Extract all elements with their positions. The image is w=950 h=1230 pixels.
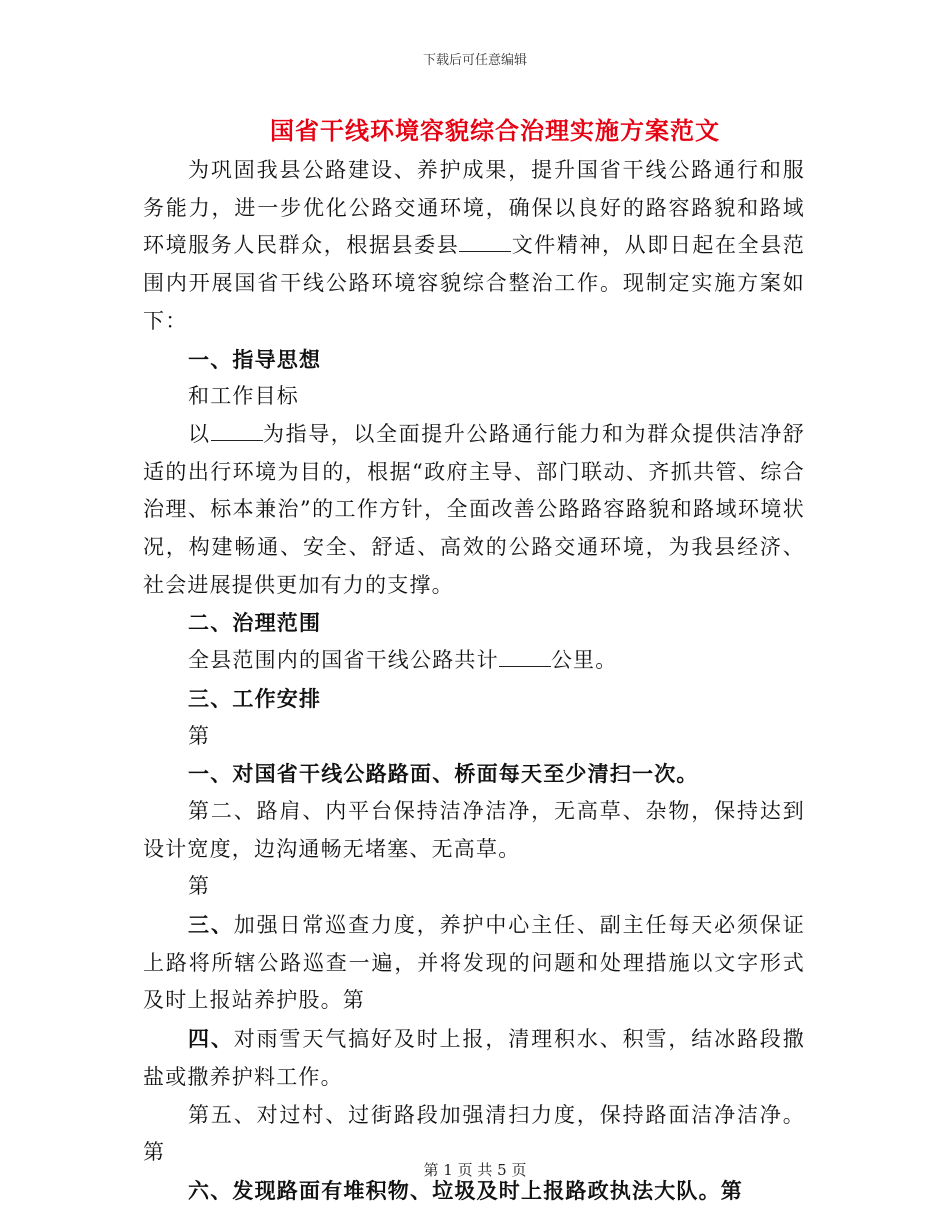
page-footer-page-info: 第 1 页 共 5 页 [423, 1161, 527, 1179]
scope-text-b: 公里。 [550, 648, 618, 673]
item3-prefix: 第 [188, 874, 211, 899]
item1-text: 一、对国省干线公路路面、桥面每天至少清扫一次。 [188, 761, 699, 787]
item4-paragraph [143, 1020, 805, 1096]
item6-text: 六、发现路面有堆积物、垃圾及时上报路政执法大队。第 [188, 1177, 743, 1203]
document-title: 国省干线环境容貌综合治理实施方案范文 [270, 116, 720, 145]
guiding-text-b: 为指导，以全面提升公路通行能力和为群众提供洁净舒适的出行环境为目的，根据“政府主导、部门联动、齐抓共管、综合治理、标本兼治”的工作方针，全面改善公路路容路貌和路域环境状况，构建畅通、安全、舒适、高效的公路交通环境，为我县经济、社会进展提供更加有力的支撑。 [143, 421, 805, 597]
intro-paragraph [143, 152, 805, 341]
scope-paragraph [143, 642, 805, 680]
item5-text: 第五、对过村、过街路段加强清扫力度，保持路面洁净洁净。第 [143, 1102, 805, 1165]
scope-text-a: 全县范围内的国省干线公路共计 [188, 648, 499, 673]
item3-text: 加强日常巡查力度，养护中心主任、副主任每天必须保证上路将所辖公路巡查一遍，并将发现的问题和处理措施以文字形式及时上报站养护股。第 [143, 913, 806, 1013]
item2-text: 第二、路肩、内平台保持洁净洁净，无高草、杂物，保持达到设计宽度，边沟通畅无堵塞、无高草。 [143, 798, 805, 861]
section-heading-work-arrangement: 三、工作安排 [188, 685, 322, 711]
item4-lead: 四、 [188, 1026, 234, 1052]
guiding-paragraph [143, 416, 805, 605]
document-body [143, 152, 805, 1210]
section-subheading-work-goals: 和工作目标 [188, 384, 299, 409]
intro-text-a: 为巩固我县公路建设、养护成果，提升国省干线公路通行和服务能力，进一步优化公路交通环境，确保以良好的路容路貌和路域环境服务人民群众，根据县委县 [143, 158, 805, 258]
section-heading-guiding-ideology: 一、指导思想 [188, 346, 322, 372]
page-header-note: 下载后可任意编辑 [422, 53, 527, 68]
guiding-text-a: 以 [188, 421, 211, 446]
item1-prefix: 第 [188, 723, 211, 748]
blank-line [459, 233, 511, 252]
intro-text-b: 文件精神，从即日起在全县范围内开展国省干线公路环境容貌综合整治工作。现制定实施方案如下： [143, 233, 805, 333]
item4-text: 对雨雪天气搞好及时上报，清理积水、积雪，结冰路段撒盐或撒养护料工作。 [143, 1027, 806, 1089]
item3-lead: 三、 [188, 912, 234, 938]
item3-paragraph [143, 906, 805, 1020]
blank-line [211, 422, 263, 441]
section-heading-scope: 二、治理范围 [188, 610, 322, 636]
blank-line [499, 648, 551, 667]
